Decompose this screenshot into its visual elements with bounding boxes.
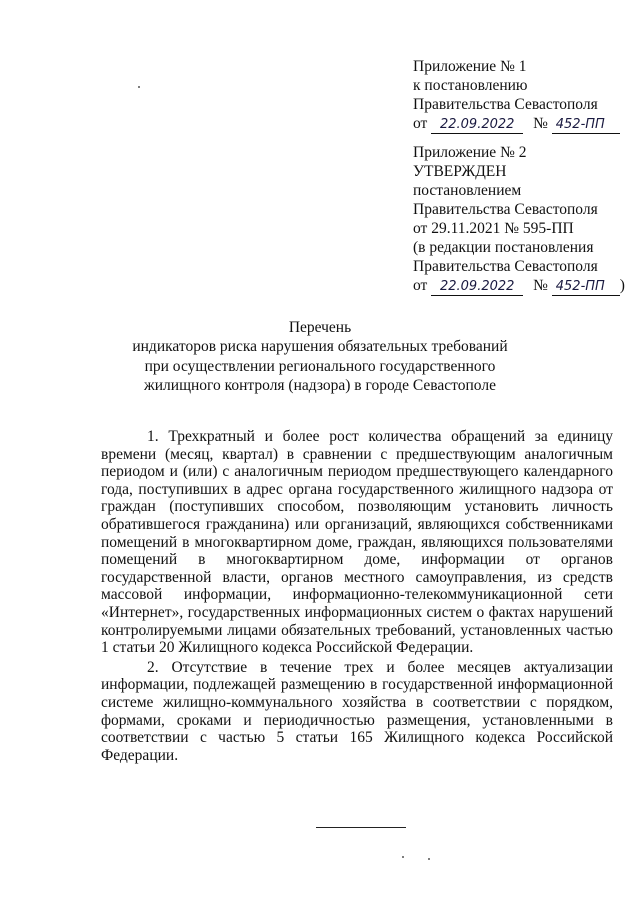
appendix-1-header xyxy=(413,57,628,134)
appendix-1-issuer: Правительства Севастополя xyxy=(413,96,598,113)
title-line-2: индикаторов риска нарушения обязательных требований xyxy=(132,338,508,356)
appendix-1-num-label: № xyxy=(533,115,548,132)
appendix-2-num-label: № xyxy=(533,277,548,294)
appendix-1-ref: к постановлению xyxy=(413,77,528,94)
appendix-1-date-line xyxy=(413,114,628,134)
end-divider xyxy=(316,827,406,828)
appendix-2-ref: постановлением xyxy=(413,182,522,199)
appendix-2-number: 452-ПП xyxy=(552,279,620,296)
appendix-2-header xyxy=(413,143,628,296)
document-body xyxy=(101,428,613,764)
paragraph-2: 2. Отсутствие в течение трех и более месяцев актуализации информации, подлежащей размещению в государственной информационной системе жилищно-коммунального хозяйства в соответствии с порядком, формами, сроками и периодичностью размещения, установленными в соответствии с частью 5 статьи 165 Жилищного кодекса Российской Федерации. xyxy=(101,658,613,764)
appendix-1-title: Приложение № 1 xyxy=(413,58,527,75)
appendix-2-issuer: Правительства Севастополя xyxy=(413,201,598,218)
appendix-2-edition-issuer: Правительства Севастополя xyxy=(413,258,598,275)
title-line-4: жилищного контроля (надзора) в городе Севастополе xyxy=(144,376,496,394)
scan-speck xyxy=(402,856,404,858)
document-title xyxy=(120,318,520,395)
appendix-2-date-line xyxy=(413,276,628,296)
appendix-1-from-label: от xyxy=(413,115,428,132)
scan-speck xyxy=(138,86,140,88)
appendix-2-approved: УТВЕРЖДЕН xyxy=(413,163,507,180)
paragraph-1: 1. Трехкратный и более рост количества обращений за единицу времени (месяц, квартал) в сравнении с предшествующим аналогичным периодом и (или) с аналогичным периодом предшествующего календарного года, поступивших в адрес органа государственного жилищного надзора от граждан (поступивших способом, позволяющим установить личность обратившегося гражданина) или организаций, являющихся собственниками помещений в многоквартирном доме, граждан, являющихся пользователями помещений в многоквартирном доме, информации от органов государственной власти, органов местного самоуправления, из средств массовой информации, информационно-телекоммуникационной сети «Интернет», государственных информационных систем о фактах нарушений контролируемыми лицами обязательных требований, установленных частью 1 статьи 20 Жилищного кодекса Российской Федерации. xyxy=(101,428,613,657)
scan-speck xyxy=(428,858,430,860)
appendix-2-original-date: от 29.11.2021 № 595-ПП xyxy=(413,220,574,237)
title-line-1: Перечень xyxy=(288,319,352,336)
appendix-2-from-label: от xyxy=(413,277,428,294)
appendix-2-date: 22.09.2022 xyxy=(431,279,523,296)
appendix-2-close-paren: ) xyxy=(619,277,625,294)
appendix-1-date: 22.09.2022 xyxy=(431,117,523,134)
appendix-1-number: 452-ПП xyxy=(552,117,620,134)
appendix-2-title: Приложение № 2 xyxy=(413,144,527,161)
appendix-2-edition-note: (в редакции постановления xyxy=(413,239,594,256)
title-line-3: при осуществлении регионального государственного xyxy=(144,357,496,375)
